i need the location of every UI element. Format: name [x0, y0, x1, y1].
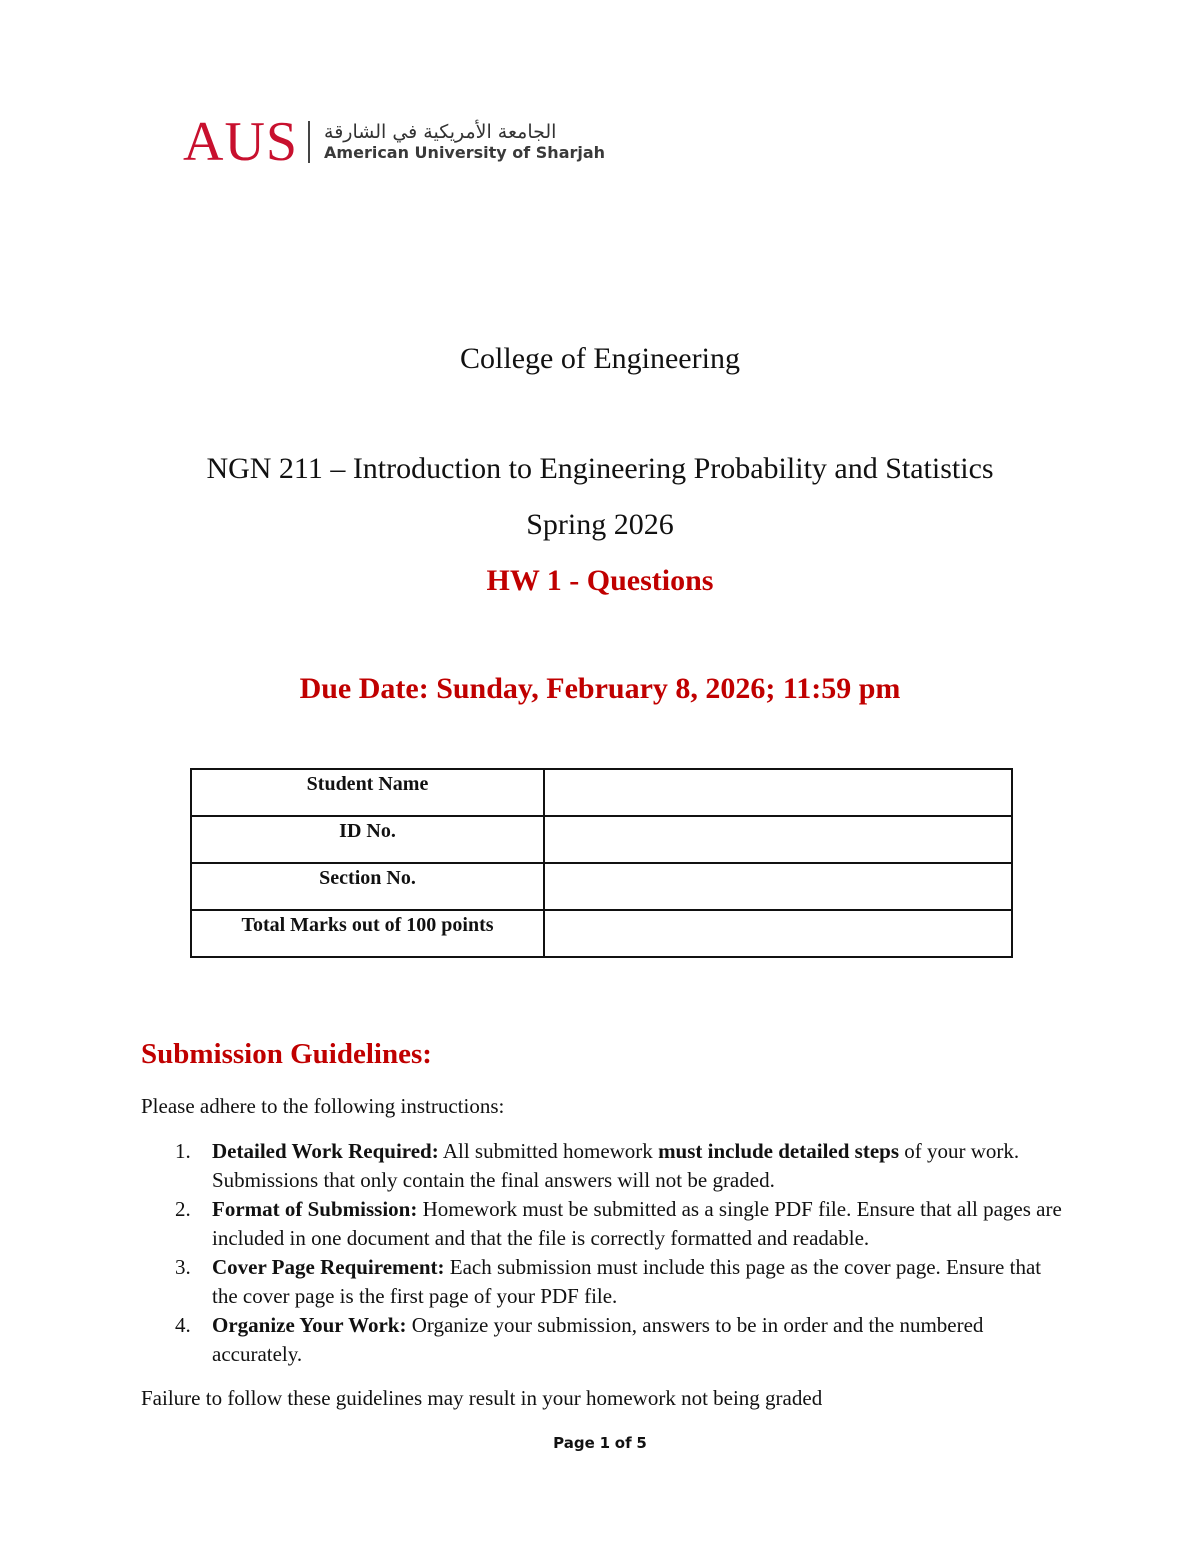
student-info-table: [190, 768, 1013, 958]
list-item-number: 4.: [175, 1313, 191, 1337]
page-word: Page: [553, 1434, 595, 1452]
id-no-label: ID No.: [191, 816, 544, 863]
logo-divider: [308, 121, 310, 163]
term-title: Spring 2026: [526, 508, 674, 541]
total-pages-number: 5: [636, 1434, 647, 1452]
total-marks-field[interactable]: [544, 910, 1012, 957]
university-logo: [183, 112, 605, 172]
list-item-text: Each submission must include this page as the cover page. Ensure that the cover page is the first page of your PDF file.: [212, 1255, 1042, 1308]
logo-text: [324, 121, 605, 163]
list-item-bold-text: Cover Page Requirement:: [212, 1255, 445, 1279]
of-word: of: [614, 1434, 632, 1452]
guidelines-intro: Please adhere to the following instructions:: [141, 1094, 505, 1118]
table-row: [191, 769, 1012, 816]
list-item-number: 2.: [175, 1197, 191, 1221]
total-marks-label: Total Marks out of 100 points: [191, 910, 544, 957]
list-item-text: All submitted homework: [438, 1139, 659, 1163]
current-page-number: 1: [599, 1434, 610, 1452]
section-no-label: Section No.: [191, 863, 544, 910]
guidelines-closing: Failure to follow these guidelines may result in your homework not being graded: [141, 1386, 823, 1410]
table-row: [191, 816, 1012, 863]
list-item-bold-text: Organize Your Work:: [212, 1313, 407, 1337]
list-item-text: Homework must be submitted as a single PDF file. Ensure that all pages are included in one document and that the file is correctly formatted and readable.: [212, 1197, 1062, 1250]
list-item-bold-text: must include detailed steps: [658, 1139, 899, 1163]
college-title: College of Engineering: [460, 342, 740, 375]
table-row: [191, 863, 1012, 910]
list-item-number: 3.: [175, 1255, 191, 1279]
assignment-title: HW 1 - Questions: [486, 564, 714, 597]
logo-english-name: American University of Sharjah: [324, 143, 606, 162]
course-title: NGN 211 – Introduction to Engineering Probability and Statistics: [206, 452, 994, 485]
page-footer: [0, 1434, 1200, 1452]
list-item: [141, 1137, 1071, 1195]
student-name-label: Student Name: [191, 769, 544, 816]
table-row: [191, 910, 1012, 957]
student-name-field[interactable]: [544, 769, 1012, 816]
logo-arabic-name: الجامعة الأمريكية في الشارقة: [324, 121, 557, 143]
list-item-bold-text: Format of Submission:: [212, 1197, 418, 1221]
list-item-text: of your work. Submissions that only contain the final answers will not be graded.: [212, 1139, 1020, 1192]
logo-abbrev: AUS: [183, 111, 299, 173]
section-no-field[interactable]: [544, 863, 1012, 910]
guidelines-heading: Submission Guidelines:: [141, 1038, 432, 1070]
list-item: [141, 1195, 1071, 1253]
list-item-bold-text: Detailed Work Required:: [212, 1139, 439, 1163]
id-no-field[interactable]: [544, 816, 1012, 863]
list-item-number: 1.: [175, 1139, 191, 1163]
list-item: [141, 1311, 1071, 1369]
list-item-text: Organize your submission, answers to be in order and the numbered accurately.: [212, 1313, 984, 1366]
list-item: [141, 1253, 1071, 1311]
guidelines-list: [141, 1137, 1071, 1369]
due-date: Due Date: Sunday, February 8, 2026; 11:59 pm: [299, 672, 901, 705]
